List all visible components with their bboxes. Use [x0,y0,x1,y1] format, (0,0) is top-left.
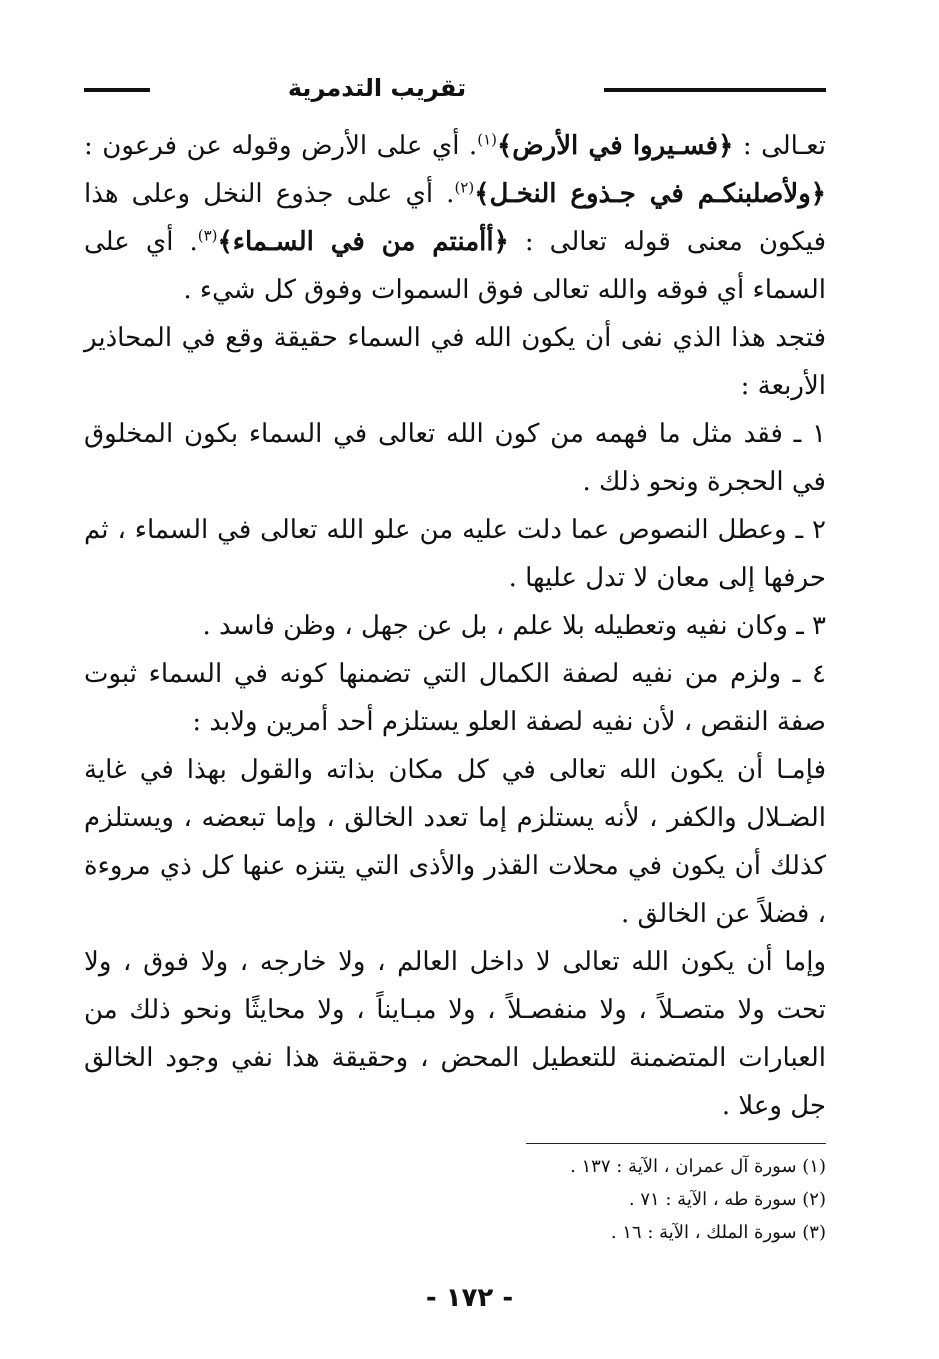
paragraph-2: فتجد هذا الذي نفى أن يكون الله في السماء حقيقة وقع في المحاذير الأربعة : [84,323,826,401]
page-number: - ١٧٢ - [425,1283,514,1313]
footnote-1: (١) سورة آل عمران ، الآية : ١٣٧ . [570,1156,826,1177]
paragraph-1 [84,122,826,314]
header-rule-left [84,88,150,92]
p1-text-d: . أي على السماء أي فوقه والله تعالى فوق السموات وفوق كل شيء . [84,227,826,305]
point-1: ١ ـ فقد مثل ما فهمه من كون الله تعالى في السماء بكون المخلوق في الحجرة ونحو ذلك . [84,419,826,497]
header-rule-right [604,88,826,92]
quran-quote-2: ﴿ولأصلبنكـم في جـذوع النخـل﴾ [474,179,826,209]
point-2: ٢ ـ وعطل النصوص عما دلت عليه من علو الله تعالى في السماء ، ثم حرفها إلى معان لا تدل عليها . [84,515,826,593]
running-header [84,68,826,108]
quran-quote-3: ﴿أأمنتم من في السـماء﴾ [217,227,509,257]
footnote-3: (٣) سورة الملك ، الآية : ١٦ . [610,1222,826,1243]
footnote-ref-2: (٢) [454,178,475,197]
p1-text-c: . أي على جذوع النخل وعلى هذا فيكون معنى قوله تعالى : [84,179,826,257]
quran-quote-1: ﴿فسـيروا في الأرض﴾ [496,131,734,161]
header-title: تقريب التدمرية [287,74,467,102]
footnote-ref-3: (٣) [197,226,218,245]
main-text [84,122,826,1130]
footnote-2: (٢) سورة طه ، الآية : ٧١ . [628,1189,826,1210]
paragraph-8: وإما أن يكون الله تعالى لا داخل العالم ، ولا خارجه ، ولا فوق ، ولا تحت ولا متصـلاً ، ولا منفصـلاً ، ولا مبـايناً ، ولا محايثًا ونحو ذلك من العبارات المتضمنة للتعطيل المحض ، وحقيقة هذا نفي وجود الخالق جل وعلا . [84,947,826,1121]
footnote-separator [526,1143,826,1144]
paragraph-7: فإمـا أن يكون الله تعالى في كل مكان بذاته والقول بهذا في غاية الضـلال والكفر ، لأنه يستلزم إما تعدد الخالق ، وإما تبعضه ، ويستلزم كذلك أن يكون في محلات القذر والأذى التي يتنزه عنها كل ذي مروءة ، فضلاً عن الخالق . [84,755,826,929]
point-4: ٤ ـ ولزم من نفيه لصفة الكمال التي تضمنها كونه في السماء ثبوت صفة النقص ، لأن نفيه لصفة العلو يستلزم أحد أمرين ولابد : [84,659,826,737]
p1-text-b: . أي على الأرض وقوله عن فرعون : [84,131,478,161]
footnotes [226,1150,826,1249]
p1-text-a: تعـالى : [733,131,826,161]
point-3: ٣ ـ وكان نفيه وتعطيله بلا علم ، بل عن جهل ، وظن فاسد . [202,611,826,641]
footnote-ref-1: (١) [477,130,497,149]
